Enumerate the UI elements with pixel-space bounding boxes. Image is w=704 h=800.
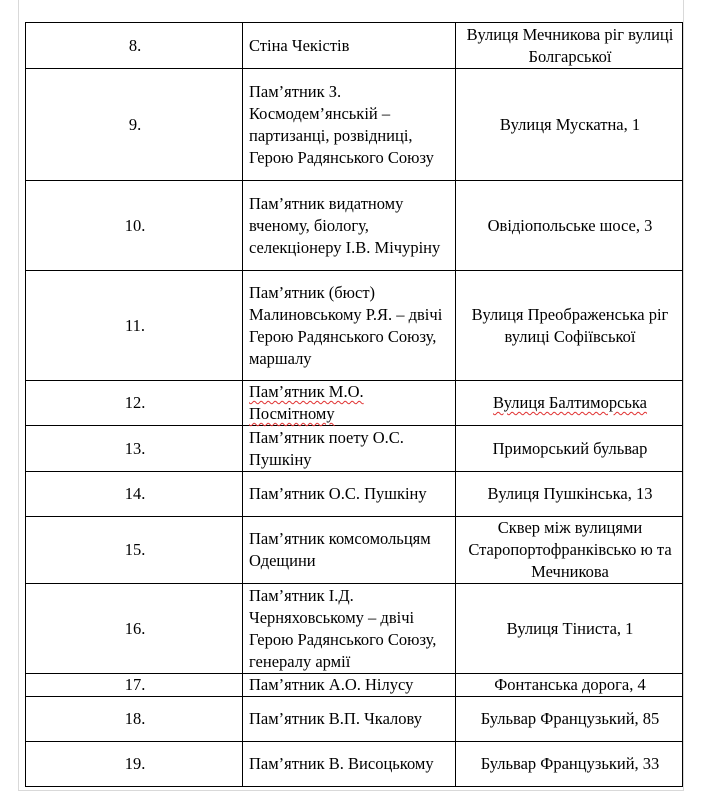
row-number: 19.: [26, 742, 243, 787]
monument-name: Пам’ятник А.О. Нілусу: [243, 674, 456, 697]
table-row: [26, 472, 683, 517]
monument-address: Вулиця Тіниста, 1: [456, 584, 683, 674]
table-row: [26, 271, 683, 381]
monument-name: Пам’ятник І.Д. Черняховському – двічі Герою Радянського Союзу, генералу армії: [243, 584, 456, 674]
table-row: [26, 584, 683, 674]
monument-name: Пам’ятник (бюст) Малиновському Р.Я. – двічі Герою Радянського Союзу, маршалу: [243, 271, 456, 381]
monument-address: Вулиця Преображенська ріг вулиці Софіївської: [456, 271, 683, 381]
monument-name: Пам’ятник О.С. Пушкіну: [243, 472, 456, 517]
row-number: 16.: [26, 584, 243, 674]
row-number: 14.: [26, 472, 243, 517]
table-row: [26, 381, 683, 426]
monument-address: Вулиця Пушкінська, 13: [456, 472, 683, 517]
table-row: [26, 181, 683, 271]
monument-address: Фонтанська дорога, 4: [456, 674, 683, 697]
monuments-table: [25, 22, 683, 787]
row-number: 18.: [26, 697, 243, 742]
table-row: [26, 674, 683, 697]
row-number: 8.: [26, 23, 243, 69]
row-number: 10.: [26, 181, 243, 271]
table-row: [26, 426, 683, 472]
monument-address: Овідіопольське шосе, 3: [456, 181, 683, 271]
table-row: [26, 517, 683, 584]
row-number: 13.: [26, 426, 243, 472]
monument-name: Пам’ятник комсомольцям Одещини: [243, 517, 456, 584]
monument-address: Сквер між вулицями Старопортофранківсько ю та Мечникова: [456, 517, 683, 584]
monument-address: Вулиця Мускатна, 1: [456, 69, 683, 181]
monument-name: Пам’ятник видатному вченому, біологу, селекціонеру І.В. Мічуріну: [243, 181, 456, 271]
row-number: 12.: [26, 381, 243, 426]
monument-address: Вулиця Мечникова ріг вулиці Болгарської: [456, 23, 683, 69]
monument-address: Бульвар Французький, 33: [456, 742, 683, 787]
monument-address: Бульвар Французький, 85: [456, 697, 683, 742]
table-row: [26, 23, 683, 69]
monument-name: Пам’ятник В. Висоцькому: [243, 742, 456, 787]
table-row: [26, 742, 683, 787]
monument-name: Пам’ятник В.П. Чкалову: [243, 697, 456, 742]
monument-name: Пам’ятник М.О. Посмітному: [243, 381, 456, 426]
monument-address: Приморський бульвар: [456, 426, 683, 472]
monument-name: Стіна Чекістів: [243, 23, 456, 69]
row-number: 17.: [26, 674, 243, 697]
table-row: [26, 697, 683, 742]
row-number: 11.: [26, 271, 243, 381]
monument-address: Вулиця Балтиморська: [456, 381, 683, 426]
row-number: 9.: [26, 69, 243, 181]
row-number: 15.: [26, 517, 243, 584]
monument-name: Пам’ятник З. Космодем’янській – партизанці, розвідниці, Герою Радянського Союзу: [243, 69, 456, 181]
monument-name: Пам’ятник поету О.С. Пушкіну: [243, 426, 456, 472]
table-row: [26, 69, 683, 181]
